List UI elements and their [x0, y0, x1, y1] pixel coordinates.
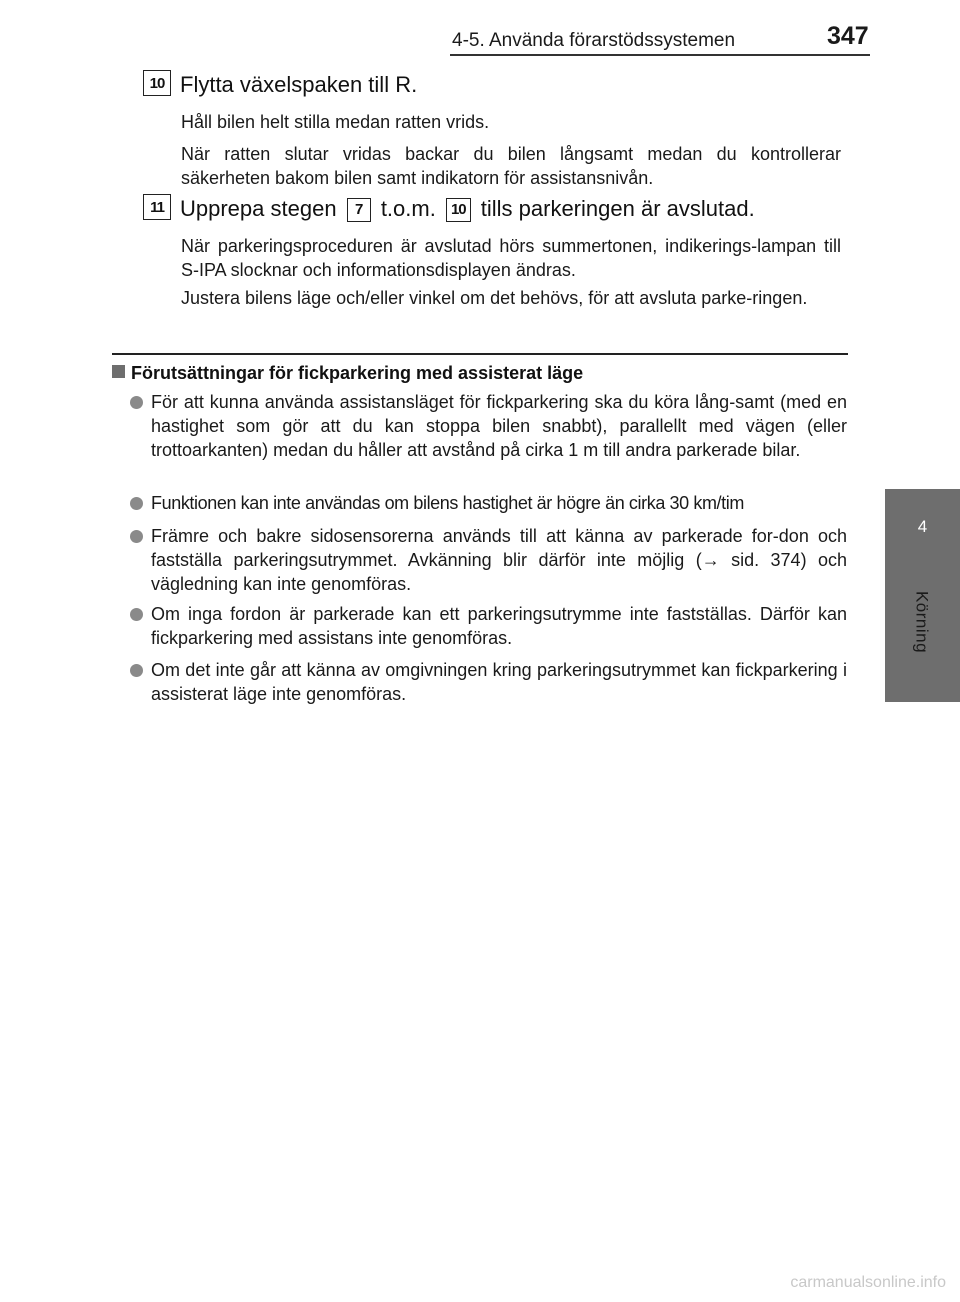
list-item-text: Funktionen kan inte användas om bilens hastighet är högre än cirka 30 km/tim [151, 493, 744, 513]
section-heading [112, 363, 583, 384]
watermark: carmanualsonline.info [790, 1274, 946, 1291]
square-bullet-icon [112, 365, 125, 378]
step-reference-badge: 7 [347, 198, 371, 222]
step-paragraph: När parkeringsproceduren är avslutad hörs summertonen, indikerings-lampan till S-IPA slocknar och informationsdisplayen ändras. [181, 236, 841, 280]
step-reference-badge: 10 [446, 198, 471, 222]
list-item [130, 524, 847, 596]
list-item [130, 658, 847, 706]
bullet-dot-icon [130, 396, 143, 409]
list-item-text: Om det inte går att känna av omgivningen kring parkeringsutrymmet kan fickparkering i assisterat läge inte genomföras. [151, 660, 847, 704]
step-title-text: Upprepa stegen [180, 196, 337, 221]
step-paragraph: Håll bilen helt stilla medan ratten vrids. [181, 112, 490, 132]
step-number-badge: 10 [143, 70, 171, 96]
bullet-dot-icon [130, 497, 143, 510]
step-number-badge: 11 [143, 194, 171, 220]
section-title: 4-5. Använda förarstödssystemen [452, 30, 736, 51]
chapter-label: Körning [912, 590, 932, 654]
header-rule [450, 54, 870, 56]
step-title-text: tills parkeringen är avslutad. [480, 196, 755, 221]
list-item [130, 491, 847, 515]
chapter-number: 4 [917, 517, 928, 536]
step-title: Flytta växelspaken till R. [180, 72, 418, 97]
step-title-text: t.o.m. [380, 196, 436, 221]
bullet-dot-icon [130, 664, 143, 677]
bullet-dot-icon [130, 530, 143, 543]
page-number: 347 [827, 22, 869, 50]
list-item [130, 390, 847, 462]
bullet-dot-icon [130, 608, 143, 621]
step-paragraph: När ratten slutar vridas backar du bilen långsamt medan du kontrollerar säkerheten bakom bilen samt indikatorn för assistansnivån. [181, 144, 841, 188]
section-divider [112, 353, 848, 355]
section-heading-text: Förutsättningar för fickparkering med assisterat läge [131, 363, 584, 383]
step-paragraph: Justera bilens läge och/eller vinkel om det behövs, för att avsluta parke-ringen. [181, 288, 808, 308]
list-item-text: Främre och bakre sidosensorerna används till att känna av parkerade for-don och fastställa parkeringsutrymmet. Avkänning blir därför inte möjlig (→ sid. 374) och vägledning kan inte genomföras. [151, 526, 847, 594]
list-item-text: För att kunna använda assistansläget för fickparkering ska du köra lång-samt (med en hastighet som gör att du kan stoppa bilen snabbt), parallellt med vägen (eller trottoarkanten) medan du håller att avstånd på cirka 1 m till andra parkerade bilar. [151, 392, 847, 460]
list-item [130, 602, 847, 650]
list-item-text: Om inga fordon är parkerade kan ett parkeringsutrymme inte fastställas. Därför kan fickparkering med assistans inte genomföras. [151, 604, 847, 648]
step-title [180, 196, 755, 222]
